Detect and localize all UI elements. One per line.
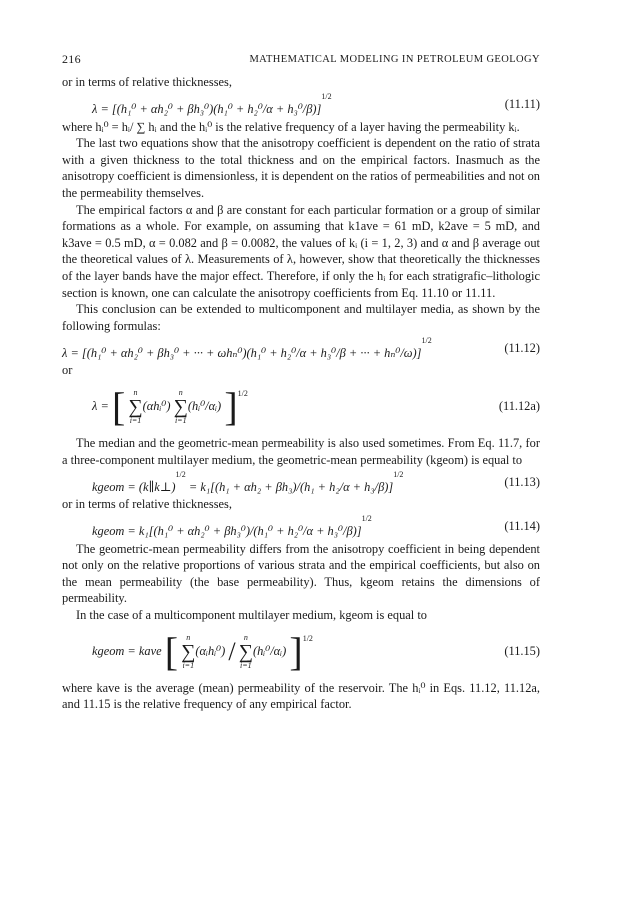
paragraph: The median and the geometric-mean permeability is also used sometimes. From Eq. 11.7, for a three-component multilayer medium, the geometric-mean permeability (kgeom) is equal to xyxy=(62,435,540,467)
equation-number: (11.12) xyxy=(504,340,540,355)
equation-body: λ = [(h₁⁰ + αh₂⁰ + βh₃⁰)(h₁⁰ + h₂⁰/α + h₃⁰/β)] xyxy=(92,102,322,117)
equation-term: (αhᵢ⁰) xyxy=(142,398,171,413)
paragraph: In the case of a multicomponent multilayer medium, kgeom is equal to xyxy=(76,608,427,623)
equation-exponent: 1/2 xyxy=(421,335,432,345)
running-title: MATHEMATICAL MODELING IN PETROLEUM GEOLOGY xyxy=(249,54,540,65)
equation-exponent: 1/2 xyxy=(175,469,186,479)
paragraph: The empirical factors α and β are constant for each particular formation or a group of similar formations as a whole. For example, on assuming that k1ave = 61 mD, k2ave = 5 mD, and k3ave = 0.5 mD, α = 0.082 and β = 0.0082, the values of kᵢ (i = 1, 2, 3) and α and β average out the theoretical values of λ. Measurements of λ, however, show that theoretically the thicknesses of the layer bands have the major effect. Therefore, if only the hᵢ for each stratigrafic–lithologic section is known, one can calculate the anisotropy coefficients from Eq. 11.10 or 11.11. xyxy=(62,202,540,300)
paragraph: The geometric-mean permeability differs from the anisotropy coefficient in being dependent not only on the relative proportions of various strata and the empirical coefficients, but also on the mean permeability (the base permeability). Thus, kgeom retains the dimensions of permeability. xyxy=(62,541,540,606)
summation: n ∑ i=1 xyxy=(128,387,143,425)
left-bracket: [ xyxy=(111,383,126,429)
equation-11-12 xyxy=(62,334,540,362)
equation-body: λ = [(h₁⁰ + αh₂⁰ + βh₃⁰ + ··· + ωhₙ⁰)(h₁⁰ + h₂⁰/α + h₃⁰/β + ··· + hₙ⁰/ω)] xyxy=(62,345,422,360)
paragraph: or in terms of relative thicknesses, xyxy=(62,497,232,512)
equation-body-2: = k₁[(h₁ + αh₂ + βh₃)/(h₁ + h₂/α + h₃/β)] xyxy=(185,479,394,494)
equation-term: (hᵢ⁰/αᵢ) xyxy=(252,643,287,658)
equation-exponent: 1/2 xyxy=(321,92,332,102)
summation: n ∑ i=1 xyxy=(238,632,253,670)
equation-11-12a xyxy=(62,379,540,435)
equation-11-11 xyxy=(62,91,540,119)
left-bracket: [ xyxy=(164,628,179,674)
equation-body: kgeom = k₁[(h₁⁰ + αh₂⁰ + βh₃⁰)/(h₁⁰ + h₂⁰/α + h₃⁰/β)] xyxy=(92,524,362,539)
equation-11-13 xyxy=(62,468,540,496)
equation-number: (11.11) xyxy=(504,97,540,112)
fraction-slash: / xyxy=(228,636,236,666)
equation-number: (11.14) xyxy=(504,519,540,534)
equation-lhs: λ = xyxy=(92,398,109,413)
summation: n ∑ i=1 xyxy=(181,632,196,670)
equation-11-14 xyxy=(62,513,540,541)
equation-exponent: 1/2 xyxy=(302,633,313,643)
equation-number: (11.15) xyxy=(504,644,540,659)
equation-number: (11.13) xyxy=(504,474,540,489)
equation-body: kgeom = (k∥k⊥) xyxy=(92,479,176,494)
equation-exponent: 1/2 xyxy=(393,469,404,479)
document-page xyxy=(62,52,540,713)
paragraph: or in terms of relative thicknesses, xyxy=(62,75,232,89)
equation-number: (11.12a) xyxy=(498,399,540,414)
equation-lhs: kgeom = kave xyxy=(92,643,162,658)
right-bracket: ] xyxy=(289,628,303,674)
paragraph: This conclusion can be extended to multicomponent and multilayer media, as shown by the following formulas: xyxy=(62,302,540,333)
equation-exponent: 1/2 xyxy=(361,514,372,524)
equation-term: (αᵢhᵢ⁰) xyxy=(195,643,226,658)
paragraph: The last two equations show that the anisotropy coefficient is dependent on the ratio of strata with a given thickness to the total thickness and on the empirical factors. Inasmuch as the anisotropy coefficient is dimensionless, it is dependent on the ratios of permeabilities and not on the permeability themselves. xyxy=(62,136,540,200)
page-number: 216 xyxy=(62,52,81,66)
equation-term: (hᵢ⁰/αᵢ) xyxy=(187,398,222,413)
page-header xyxy=(62,52,540,74)
right-bracket: ] xyxy=(224,383,238,429)
equation-exponent: 1/2 xyxy=(237,388,248,398)
paragraph: or xyxy=(62,363,73,378)
paragraph: where hᵢ⁰ = hᵢ/ ∑ hᵢ and the hᵢ⁰ is the relative frequency of a layer having the permeability kᵢ. xyxy=(62,119,520,134)
equation-11-15 xyxy=(62,624,540,680)
paragraph: where kave is the average (mean) permeability of the reservoir. The hᵢ⁰ in Eqs. 11.12, 11.12a, and 11.15 is the relative frequency of any empirical factor. xyxy=(62,680,540,712)
summation: n ∑ i=1 xyxy=(173,387,188,425)
